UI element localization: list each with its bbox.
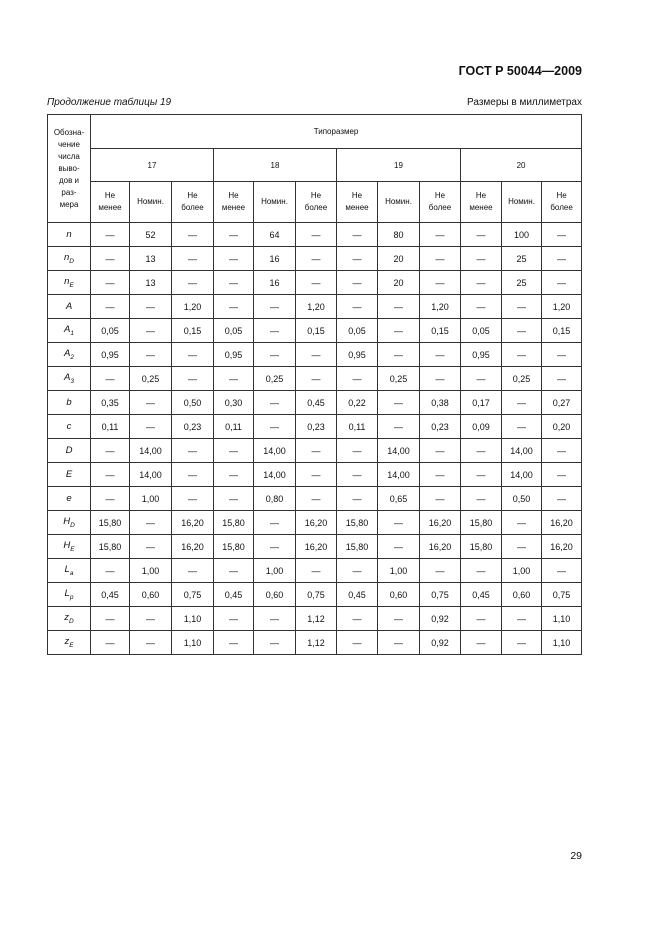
value-cell: 0,50 (172, 391, 214, 415)
table-row (48, 487, 582, 511)
value-cell: 0,05 (214, 319, 254, 343)
value-cell: — (542, 487, 582, 511)
size-type-header: Типоразмер (91, 115, 582, 149)
min-header-19: Не менее (337, 182, 378, 223)
value-cell: — (337, 223, 378, 247)
value-cell: — (461, 463, 502, 487)
value-cell: 0,15 (420, 319, 461, 343)
value-cell: 14,00 (254, 439, 296, 463)
value-cell: — (502, 319, 542, 343)
value-cell: 0,45 (214, 583, 254, 607)
value-cell: — (420, 343, 461, 367)
value-cell: — (254, 319, 296, 343)
table-row (48, 559, 582, 583)
value-cell: — (172, 223, 214, 247)
table-continuation-caption: Продолжение таблицы 19 (47, 97, 172, 108)
value-cell: — (337, 295, 378, 319)
size-header-20: 20 (461, 149, 582, 182)
value-cell: 13 (130, 247, 172, 271)
value-cell: 52 (130, 223, 172, 247)
value-cell: 0,80 (254, 487, 296, 511)
value-cell: — (378, 343, 420, 367)
value-cell: 15,80 (337, 535, 378, 559)
value-cell: 15,80 (337, 511, 378, 535)
table-row (48, 511, 582, 535)
table-row (48, 415, 582, 439)
parameter-cell: n (48, 223, 91, 247)
value-cell: — (542, 463, 582, 487)
value-cell: — (461, 607, 502, 631)
value-cell: 16,20 (420, 535, 461, 559)
value-cell: — (254, 415, 296, 439)
value-cell: 0,95 (461, 343, 502, 367)
table-row (48, 295, 582, 319)
value-cell: 0,60 (254, 583, 296, 607)
value-cell: — (130, 631, 172, 655)
value-cell: 0,95 (337, 343, 378, 367)
value-cell: 1,10 (172, 631, 214, 655)
designation-header: Обозна- чение числа выво- дов и раз- мера (48, 115, 91, 223)
value-cell: — (542, 367, 582, 391)
value-cell: — (461, 295, 502, 319)
value-cell: 0,35 (91, 391, 130, 415)
value-cell: 16,20 (420, 511, 461, 535)
value-cell: — (502, 415, 542, 439)
value-cell: 0,38 (420, 391, 461, 415)
parameter-cell: $z_E$ (48, 631, 91, 655)
value-cell: 1,20 (420, 295, 461, 319)
parameter-cell: A (48, 295, 91, 319)
table-row (48, 271, 582, 295)
parameter-cell: $A_2$ (48, 343, 91, 367)
value-cell: 16,20 (542, 511, 582, 535)
value-cell: 0,17 (461, 391, 502, 415)
value-cell: 80 (378, 223, 420, 247)
dimensions-table (47, 114, 582, 655)
value-cell: — (296, 463, 337, 487)
table-row (48, 247, 582, 271)
value-cell: — (461, 487, 502, 511)
value-cell: 15,80 (214, 511, 254, 535)
value-cell: 0,25 (378, 367, 420, 391)
value-cell: — (420, 487, 461, 511)
value-cell: — (254, 535, 296, 559)
value-cell: 0,05 (91, 319, 130, 343)
value-cell: — (172, 487, 214, 511)
value-cell: — (542, 559, 582, 583)
value-cell: 16,20 (172, 535, 214, 559)
value-cell: — (130, 295, 172, 319)
parameter-cell: c (48, 415, 91, 439)
parameter-cell: b (48, 391, 91, 415)
nominal-header-18: Номин. (254, 182, 296, 223)
value-cell: — (296, 271, 337, 295)
value-cell: — (296, 223, 337, 247)
value-cell: — (337, 487, 378, 511)
min-header-18: Не менее (214, 182, 254, 223)
value-cell: — (91, 463, 130, 487)
value-cell: — (378, 415, 420, 439)
value-cell: 0,15 (542, 319, 582, 343)
value-cell: 16,20 (296, 511, 337, 535)
value-cell: 0,20 (542, 415, 582, 439)
value-cell: — (214, 247, 254, 271)
value-cell: 0,23 (296, 415, 337, 439)
parameter-cell: $A_1$ (48, 319, 91, 343)
value-cell: 14,00 (378, 439, 420, 463)
value-cell: 1,12 (296, 631, 337, 655)
value-cell: — (254, 295, 296, 319)
value-cell: 100 (502, 223, 542, 247)
nominal-header-19: Номин. (378, 182, 420, 223)
value-cell: — (172, 271, 214, 295)
value-cell: 0,45 (91, 583, 130, 607)
value-cell: — (296, 559, 337, 583)
value-cell: 16,20 (172, 511, 214, 535)
value-cell: 1,00 (502, 559, 542, 583)
parameter-cell: $n_D$ (48, 247, 91, 271)
value-cell: 1,00 (130, 559, 172, 583)
parameter-cell: D (48, 439, 91, 463)
value-cell: — (91, 631, 130, 655)
value-cell: — (172, 343, 214, 367)
value-cell: — (214, 295, 254, 319)
table-row (48, 367, 582, 391)
value-cell: — (420, 559, 461, 583)
value-cell: — (214, 559, 254, 583)
min-header-20: Не менее (461, 182, 502, 223)
value-cell: 0,60 (130, 583, 172, 607)
nominal-header-17: Номин. (130, 182, 172, 223)
value-cell: — (337, 607, 378, 631)
value-cell: — (91, 439, 130, 463)
value-cell: — (254, 391, 296, 415)
value-cell: 0,30 (214, 391, 254, 415)
value-cell: 0,50 (502, 487, 542, 511)
value-cell: — (91, 559, 130, 583)
value-cell: — (502, 631, 542, 655)
table-row (48, 391, 582, 415)
value-cell: — (378, 295, 420, 319)
value-cell: — (542, 439, 582, 463)
value-cell: 25 (502, 247, 542, 271)
document-title: ГОСТ Р 50044—2009 (458, 64, 582, 78)
value-cell: — (337, 631, 378, 655)
value-cell: — (461, 559, 502, 583)
parameter-cell: $H_E$ (48, 535, 91, 559)
value-cell: — (254, 631, 296, 655)
value-cell: 0,11 (337, 415, 378, 439)
value-cell: — (502, 607, 542, 631)
max-header-18: Не более (296, 182, 337, 223)
value-cell: — (337, 463, 378, 487)
table-body (48, 223, 582, 655)
min-header-17: Не менее (91, 182, 130, 223)
value-cell: — (214, 463, 254, 487)
value-cell: — (337, 559, 378, 583)
value-cell: — (420, 439, 461, 463)
value-cell: 0,25 (130, 367, 172, 391)
value-cell: — (130, 535, 172, 559)
value-cell: 15,80 (461, 511, 502, 535)
units-caption: Размеры в миллиметрах (467, 97, 582, 108)
value-cell: — (254, 343, 296, 367)
table-row (48, 463, 582, 487)
value-cell: 0,23 (172, 415, 214, 439)
value-cell: — (337, 367, 378, 391)
value-cell: — (337, 247, 378, 271)
value-cell: 0,22 (337, 391, 378, 415)
value-cell: 20 (378, 247, 420, 271)
value-cell: — (461, 439, 502, 463)
value-cell: — (461, 631, 502, 655)
sub-header-row (48, 182, 582, 223)
value-cell: — (91, 247, 130, 271)
value-cell: 14,00 (378, 463, 420, 487)
value-cell: 1,00 (130, 487, 172, 511)
value-cell: 1,20 (172, 295, 214, 319)
value-cell: 0,95 (214, 343, 254, 367)
table-row (48, 535, 582, 559)
value-cell: — (296, 247, 337, 271)
value-cell: 0,92 (420, 607, 461, 631)
value-cell: 16,20 (542, 535, 582, 559)
value-cell: 0,92 (420, 631, 461, 655)
value-cell: 0,25 (502, 367, 542, 391)
value-cell: — (542, 271, 582, 295)
value-cell: — (461, 223, 502, 247)
value-cell: 0,75 (296, 583, 337, 607)
table-row (48, 343, 582, 367)
value-cell: 14,00 (254, 463, 296, 487)
value-cell: — (420, 247, 461, 271)
value-cell: 16,20 (296, 535, 337, 559)
value-cell: — (378, 535, 420, 559)
parameter-cell: $n_E$ (48, 271, 91, 295)
value-cell: 16 (254, 247, 296, 271)
parameter-cell: E (48, 463, 91, 487)
value-cell: — (420, 271, 461, 295)
parameter-cell: e (48, 487, 91, 511)
value-cell: — (378, 319, 420, 343)
value-cell: 20 (378, 271, 420, 295)
value-cell: 0,15 (296, 319, 337, 343)
value-cell: 15,80 (461, 535, 502, 559)
value-cell: 13 (130, 271, 172, 295)
value-cell: 0,25 (254, 367, 296, 391)
value-cell: 1,20 (542, 295, 582, 319)
value-cell: 16 (254, 271, 296, 295)
value-cell: — (502, 391, 542, 415)
value-cell: — (461, 367, 502, 391)
value-cell: 15,80 (91, 511, 130, 535)
value-cell: — (214, 487, 254, 511)
value-cell: 0,75 (172, 583, 214, 607)
value-cell: — (214, 631, 254, 655)
value-cell: — (296, 343, 337, 367)
table-row (48, 631, 582, 655)
value-cell: 1,10 (542, 631, 582, 655)
value-cell: 1,00 (378, 559, 420, 583)
value-cell: — (461, 271, 502, 295)
value-cell: — (130, 415, 172, 439)
value-cell: — (337, 439, 378, 463)
value-cell: — (130, 391, 172, 415)
value-cell: — (91, 607, 130, 631)
max-header-17: Не более (172, 182, 214, 223)
value-cell: 0,15 (172, 319, 214, 343)
value-cell: — (502, 343, 542, 367)
value-cell: 0,45 (337, 583, 378, 607)
value-cell: — (542, 247, 582, 271)
value-cell: 0,09 (461, 415, 502, 439)
value-cell: — (172, 559, 214, 583)
value-cell: — (172, 247, 214, 271)
value-cell: — (420, 367, 461, 391)
value-cell: — (542, 343, 582, 367)
value-cell: 0,05 (337, 319, 378, 343)
value-cell: — (502, 295, 542, 319)
value-cell: — (254, 511, 296, 535)
value-cell: 64 (254, 223, 296, 247)
value-cell: — (214, 367, 254, 391)
value-cell: — (130, 511, 172, 535)
value-cell: — (337, 271, 378, 295)
value-cell: — (214, 271, 254, 295)
value-cell: — (378, 631, 420, 655)
size-header-18: 18 (214, 149, 337, 182)
value-cell: — (172, 367, 214, 391)
value-cell: — (296, 439, 337, 463)
value-cell: — (214, 223, 254, 247)
value-cell: — (214, 439, 254, 463)
value-cell: 25 (502, 271, 542, 295)
table-row (48, 223, 582, 247)
value-cell: — (91, 487, 130, 511)
value-cell: 0,23 (420, 415, 461, 439)
value-cell: 1,20 (296, 295, 337, 319)
value-cell: — (378, 511, 420, 535)
value-cell: — (542, 223, 582, 247)
value-cell: — (214, 607, 254, 631)
value-cell: — (378, 607, 420, 631)
table-row (48, 319, 582, 343)
parameter-cell: $A_3$ (48, 367, 91, 391)
parameter-cell: $L_p$ (48, 583, 91, 607)
value-cell: 0,65 (378, 487, 420, 511)
nominal-header-20: Номин. (502, 182, 542, 223)
value-cell: — (91, 367, 130, 391)
table-row (48, 607, 582, 631)
value-cell: 14,00 (130, 439, 172, 463)
value-cell: 0,45 (296, 391, 337, 415)
value-cell: — (130, 343, 172, 367)
page-number: 29 (570, 850, 582, 862)
table-row (48, 439, 582, 463)
value-cell: 14,00 (130, 463, 172, 487)
value-cell: — (172, 439, 214, 463)
max-header-20: Не более (542, 182, 582, 223)
value-cell: — (420, 463, 461, 487)
value-cell: — (296, 487, 337, 511)
value-cell: 0,05 (461, 319, 502, 343)
parameter-cell: $L_a$ (48, 559, 91, 583)
max-header-19: Не более (420, 182, 461, 223)
size-header-19: 19 (337, 149, 461, 182)
value-cell: — (91, 271, 130, 295)
value-cell: 0,75 (542, 583, 582, 607)
parameter-cell: $z_D$ (48, 607, 91, 631)
value-cell: — (172, 463, 214, 487)
value-cell: 1,00 (254, 559, 296, 583)
value-cell: 1,12 (296, 607, 337, 631)
value-cell: 0,60 (502, 583, 542, 607)
value-cell: — (420, 223, 461, 247)
value-cell: — (130, 607, 172, 631)
value-cell: 0,27 (542, 391, 582, 415)
parameter-cell: $H_D$ (48, 511, 91, 535)
value-cell: 1,10 (542, 607, 582, 631)
value-cell: — (502, 535, 542, 559)
value-cell: 15,80 (214, 535, 254, 559)
value-cell: — (91, 295, 130, 319)
value-cell: 0,95 (91, 343, 130, 367)
value-cell: 14,00 (502, 463, 542, 487)
value-cell: 14,00 (502, 439, 542, 463)
value-cell: 0,60 (378, 583, 420, 607)
value-cell: 1,10 (172, 607, 214, 631)
value-cell: — (130, 319, 172, 343)
value-cell: 0,11 (214, 415, 254, 439)
value-cell: — (296, 367, 337, 391)
value-cell: 15,80 (91, 535, 130, 559)
value-cell: 0,11 (91, 415, 130, 439)
value-cell: — (502, 511, 542, 535)
value-cell: 0,75 (420, 583, 461, 607)
value-cell: — (91, 223, 130, 247)
size-header-17: 17 (91, 149, 214, 182)
value-cell: — (254, 607, 296, 631)
table-row (48, 583, 582, 607)
value-cell: — (378, 391, 420, 415)
value-cell: — (461, 247, 502, 271)
value-cell: 0,45 (461, 583, 502, 607)
